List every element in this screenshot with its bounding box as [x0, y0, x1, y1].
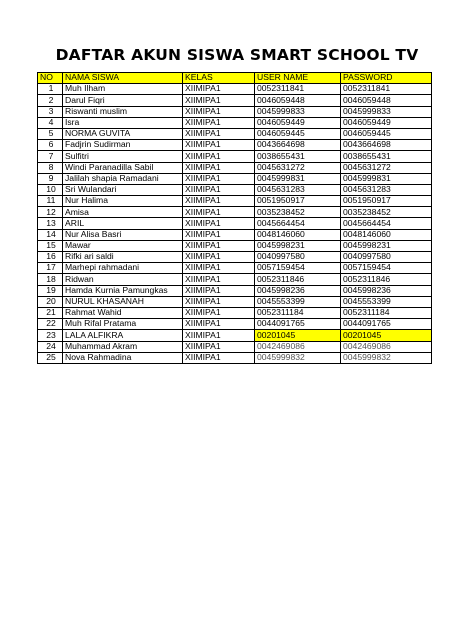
class-name-cell: XIIMIPA1: [183, 184, 255, 195]
table-row: [38, 196, 432, 207]
row-number-cell: 2: [38, 95, 63, 106]
table-row: [38, 184, 432, 195]
table-row: [38, 151, 432, 162]
student-name-cell: ARIL: [63, 218, 183, 229]
username-cell: 0052311846: [255, 274, 341, 285]
table-row: [38, 341, 432, 352]
header-username: USER NAME: [255, 73, 341, 84]
student-name-cell: Rahmat Wahid: [63, 307, 183, 318]
username-cell: 0052311841: [255, 84, 341, 95]
table-row: [38, 240, 432, 251]
table-row: [38, 252, 432, 263]
row-number-cell: 5: [38, 128, 63, 139]
password-cell: 0045631283: [341, 184, 432, 195]
username-cell: 0045631283: [255, 184, 341, 195]
student-name-cell: Nova Rahmadina: [63, 352, 183, 363]
class-name-cell: XIIMIPA1: [183, 229, 255, 240]
username-cell: 0046059449: [255, 117, 341, 128]
row-number-cell: 4: [38, 117, 63, 128]
student-name-cell: Muh Ilham: [63, 84, 183, 95]
table-row: [38, 263, 432, 274]
class-name-cell: XIIMIPA1: [183, 117, 255, 128]
table-row: [38, 207, 432, 218]
student-name-cell: Nur Halima: [63, 196, 183, 207]
username-cell: 0045999833: [255, 106, 341, 117]
header-password: PASSWORD: [341, 73, 432, 84]
student-name-cell: Mawar: [63, 240, 183, 251]
student-account-table: [37, 72, 432, 364]
student-name-cell: LALA ALFIKRA: [63, 330, 183, 341]
class-name-cell: XIIMIPA1: [183, 196, 255, 207]
header-student-name: NAMA SISWA: [63, 73, 183, 84]
row-number-cell: 23: [38, 330, 63, 341]
password-cell: 0051950917: [341, 196, 432, 207]
username-cell: 0042469086: [255, 341, 341, 352]
row-number-cell: 24: [38, 341, 63, 352]
username-cell: 00201045: [255, 330, 341, 341]
password-cell: 0042469086: [341, 341, 432, 352]
username-cell: 0045999831: [255, 173, 341, 184]
row-number-cell: 11: [38, 196, 63, 207]
class-name-cell: XIIMIPA1: [183, 207, 255, 218]
class-name-cell: XIIMIPA1: [183, 274, 255, 285]
table-body: [38, 84, 432, 364]
username-cell: 0045999832: [255, 352, 341, 363]
student-name-cell: NURUL KHASANAH: [63, 296, 183, 307]
student-name-cell: Riswanti muslim: [63, 106, 183, 117]
password-cell: 0057159454: [341, 263, 432, 274]
student-name-cell: Marhepi rahmadani: [63, 263, 183, 274]
username-cell: 0045998236: [255, 285, 341, 296]
password-cell: 00201045: [341, 330, 432, 341]
class-name-cell: XIIMIPA1: [183, 173, 255, 184]
password-cell: 0046059449: [341, 117, 432, 128]
student-name-cell: Muhammad Akram: [63, 341, 183, 352]
class-name-cell: XIIMIPA1: [183, 240, 255, 251]
table-row: [38, 117, 432, 128]
table-row: [38, 95, 432, 106]
password-cell: 0044091765: [341, 319, 432, 330]
username-cell: 0045631272: [255, 162, 341, 173]
class-name-cell: XIIMIPA1: [183, 263, 255, 274]
username-cell: 0051950917: [255, 196, 341, 207]
class-name-cell: XIIMIPA1: [183, 128, 255, 139]
table-row: [38, 285, 432, 296]
table-row: [38, 352, 432, 363]
row-number-cell: 15: [38, 240, 63, 251]
student-name-cell: Sulfitri: [63, 151, 183, 162]
row-number-cell: 3: [38, 106, 63, 117]
table-row: [38, 330, 432, 341]
row-number-cell: 1: [38, 84, 63, 95]
class-name-cell: XIIMIPA1: [183, 106, 255, 117]
row-number-cell: 20: [38, 296, 63, 307]
table-row: [38, 140, 432, 151]
student-name-cell: Fadjrin Sudirman: [63, 140, 183, 151]
student-name-cell: Hamda Kurnia Pamungkas: [63, 285, 183, 296]
student-name-cell: Darul Fiqri: [63, 95, 183, 106]
username-cell: 0045664454: [255, 218, 341, 229]
password-cell: 0040997580: [341, 252, 432, 263]
password-cell: 0045999833: [341, 106, 432, 117]
password-cell: 0043664698: [341, 140, 432, 151]
row-number-cell: 12: [38, 207, 63, 218]
password-cell: 0045631272: [341, 162, 432, 173]
class-name-cell: XIIMIPA1: [183, 341, 255, 352]
username-cell: 0052311184: [255, 307, 341, 318]
password-cell: 0035238452: [341, 207, 432, 218]
password-cell: 0045999831: [341, 173, 432, 184]
header-class: KELAS: [183, 73, 255, 84]
password-cell: 0045998231: [341, 240, 432, 251]
row-number-cell: 9: [38, 173, 63, 184]
row-number-cell: 14: [38, 229, 63, 240]
student-name-cell: Sri Wulandari: [63, 184, 183, 195]
student-name-cell: Jalilah shapia Ramadani: [63, 173, 183, 184]
row-number-cell: 25: [38, 352, 63, 363]
table-row: [38, 162, 432, 173]
username-cell: 0035238452: [255, 207, 341, 218]
username-cell: 0046059448: [255, 95, 341, 106]
username-cell: 0045553399: [255, 296, 341, 307]
row-number-cell: 13: [38, 218, 63, 229]
student-name-cell: Nur Alisa Basri: [63, 229, 183, 240]
password-cell: 0046059445: [341, 128, 432, 139]
row-number-cell: 10: [38, 184, 63, 195]
table-row: [38, 128, 432, 139]
username-cell: 0046059445: [255, 128, 341, 139]
password-cell: 0052311184: [341, 307, 432, 318]
password-cell: 0052311846: [341, 274, 432, 285]
username-cell: 0038655431: [255, 151, 341, 162]
password-cell: 0048146060: [341, 229, 432, 240]
student-name-cell: Amisa: [63, 207, 183, 218]
password-cell: 0045998236: [341, 285, 432, 296]
row-number-cell: 22: [38, 319, 63, 330]
table-row: [38, 173, 432, 184]
class-name-cell: XIIMIPA1: [183, 352, 255, 363]
row-number-cell: 8: [38, 162, 63, 173]
page-title: DAFTAR AKUN SISWA SMART SCHOOL TV: [55, 46, 419, 64]
class-name-cell: XIIMIPA1: [183, 285, 255, 296]
row-number-cell: 21: [38, 307, 63, 318]
table-row: [38, 84, 432, 95]
class-name-cell: XIIMIPA1: [183, 218, 255, 229]
row-number-cell: 6: [38, 140, 63, 151]
class-name-cell: XIIMIPA1: [183, 330, 255, 341]
header-no: NO: [38, 73, 63, 84]
password-cell: 0038655431: [341, 151, 432, 162]
password-cell: 0045553399: [341, 296, 432, 307]
username-cell: 0040997580: [255, 252, 341, 263]
class-name-cell: XIIMIPA1: [183, 95, 255, 106]
username-cell: 0057159454: [255, 263, 341, 274]
student-name-cell: Muh Rifal Pratama: [63, 319, 183, 330]
table-header-row: [38, 73, 432, 84]
class-name-cell: XIIMIPA1: [183, 296, 255, 307]
table-row: [38, 218, 432, 229]
class-name-cell: XIIMIPA1: [183, 140, 255, 151]
class-name-cell: XIIMIPA1: [183, 307, 255, 318]
row-number-cell: 16: [38, 252, 63, 263]
row-number-cell: 17: [38, 263, 63, 274]
table-row: [38, 274, 432, 285]
class-name-cell: XIIMIPA1: [183, 162, 255, 173]
row-number-cell: 7: [38, 151, 63, 162]
class-name-cell: XIIMIPA1: [183, 319, 255, 330]
username-cell: 0043664698: [255, 140, 341, 151]
table-row: [38, 307, 432, 318]
username-cell: 0048146060: [255, 229, 341, 240]
password-cell: 0052311841: [341, 84, 432, 95]
student-name-cell: Isra: [63, 117, 183, 128]
password-cell: 0045664454: [341, 218, 432, 229]
username-cell: 0045998231: [255, 240, 341, 251]
table-row: [38, 319, 432, 330]
table-row: [38, 296, 432, 307]
row-number-cell: 19: [38, 285, 63, 296]
student-name-cell: Rifki ari saldi: [63, 252, 183, 263]
table-row: [38, 229, 432, 240]
student-name-cell: NORMA GUVITA: [63, 128, 183, 139]
class-name-cell: XIIMIPA1: [183, 151, 255, 162]
password-cell: 0046059448: [341, 95, 432, 106]
username-cell: 0044091765: [255, 319, 341, 330]
row-number-cell: 18: [38, 274, 63, 285]
student-name-cell: Windi Paranadilla Sabil: [63, 162, 183, 173]
table-row: [38, 106, 432, 117]
class-name-cell: XIIMIPA1: [183, 84, 255, 95]
password-cell: 0045999832: [341, 352, 432, 363]
student-name-cell: Ridwan: [63, 274, 183, 285]
class-name-cell: XIIMIPA1: [183, 252, 255, 263]
